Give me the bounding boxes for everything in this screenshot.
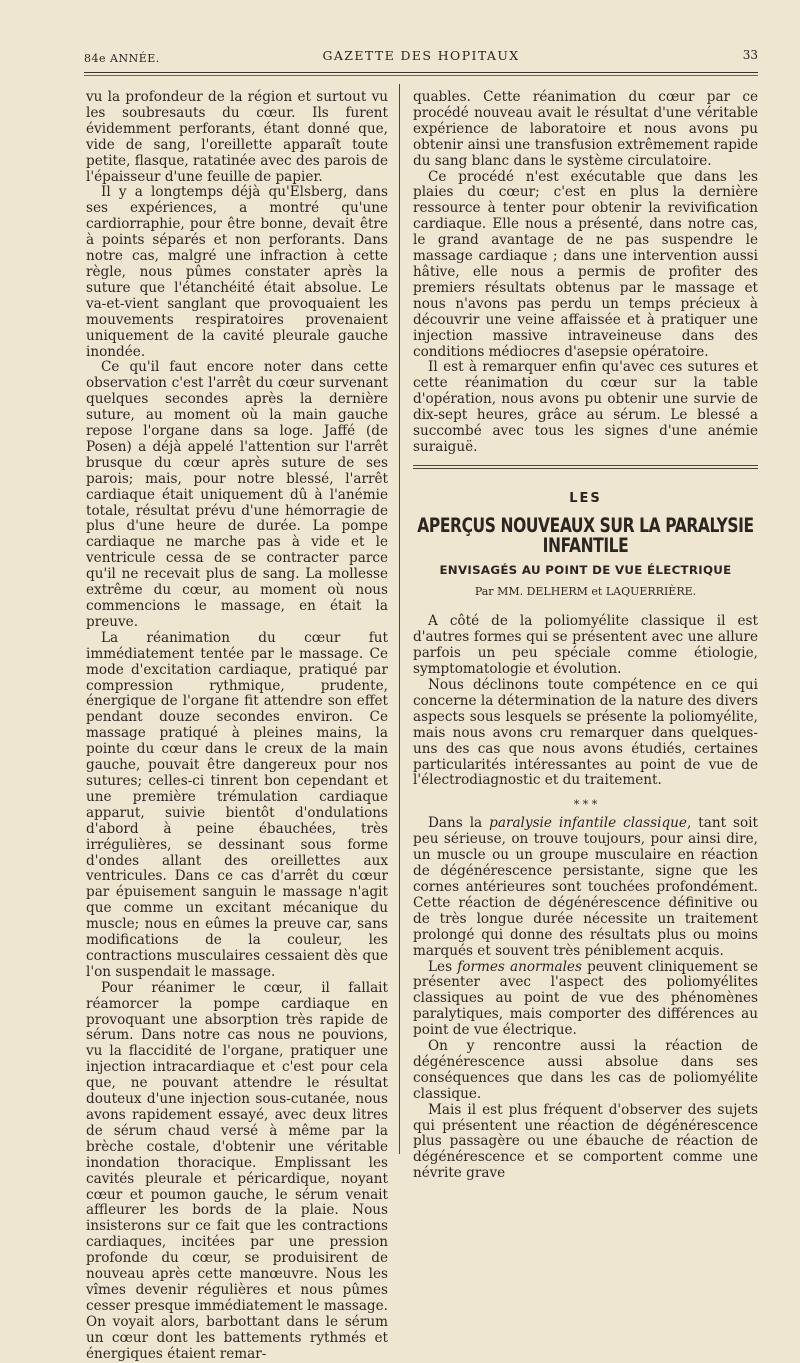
paragraph	[413, 816, 758, 959]
section-separator: * * *	[573, 798, 598, 812]
paragraph	[413, 960, 758, 1040]
article-subtitle: ENVISAGÉS AU POINT DE VUE ÉLECTRIQUE	[439, 562, 732, 577]
page-header	[84, 46, 758, 68]
article-title: APERÇUS NOUVEAUX SUR LA PARALYSIE INFANTILE	[417, 514, 754, 557]
journal-title: GAZETTE DES HOPITAUX	[322, 48, 520, 63]
article-authors: Par MM. DELHERM et LAQUERRIÈRE.	[474, 585, 697, 599]
paragraph: Nous déclinons toute compétence en ce qui concerne la détermination de la nature des divers aspects sous lesquels se présente la poliomyélite, mais nous avons cru remarquer dans quelques-uns des cas que nous avons étudiés, certaines particularités intéressantes au point de vue de l'électrodiagnostic et du traitement.	[413, 677, 758, 789]
italic-term: formes anormales	[457, 958, 582, 975]
article-kicker: LES	[569, 490, 602, 506]
text-run: peuvent cliniquement se présenter avec l'aspect des poliomyélites classiques au point de vue des phénomènes paralytiques, mais comporter des différences au point de vue électrique.	[413, 958, 759, 1039]
header-rule	[84, 72, 758, 73]
issue-label: 84e ANNÉE.	[84, 52, 160, 65]
paragraph: Il est à remarquer enfin qu'avec ces sutures et cette réanimation du cœur sur la table d'opération, nous avons pu obtenir une survie de dix-sept heures, grâce au sérum. Le blessé a succombé avec tous les signes d'une anémie suraiguë.	[413, 359, 758, 455]
paragraph: Ce procédé n'est exécutable que dans les plaies du cœur; c'est en plus la dernière ressource à tenter pour obtenir la revivification cardiaque. Elle nous a présenté, dans notre cas, le grand avantage de ne pas suspendre le massage cardiaque ; dans une intervention aussi hâtive, elle nous a permis de profiter des premiers résultats obtenus par le massage et nous n'avons pas perdu un temps précieux à découvrir une veine affaissée et à pratiquer une injection massive intraveineuse dans des conditions médiocres d'asepsie opératoire.	[413, 168, 758, 360]
text-run: Les	[428, 958, 458, 975]
page-number: 33	[742, 48, 758, 62]
paragraph: vu la profondeur de la région et surtout vu les soubresauts du cœur. Ils furent évidemment perforants, étant donné que, vide de sang, l'oreillette apparaît toute petite, flasque, ratatinée avec des parois de l'épaisseur d'une feuille de papier.	[86, 89, 388, 185]
paragraph: Il y a longtemps déjà qu'Elsberg, dans ses expériences, a montré qu'une cardiorraphie, pour être bonne, devait être à points séparés et non perforants. Dans notre cas, malgré une infraction à cette règle, nous pûmes constater après la suture que l'étanchéité était absolue. Le va-et-vient sanglant que provoquaient les mouvements respiratoires provenaient uniquement de la cavité pleurale gauche inondée.	[86, 184, 388, 360]
paragraph: Ce qu'il faut encore noter dans cette observation c'est l'arrêt du cœur survenant quelques secondes après la dernière suture, au moment où la main gauche repose l'organe dans sa loge. Jaffé (de Posen) a déjà appelé l'attention sur l'arrêt brusque du cœur après suture de ses parois; mais, pour notre blessé, l'arrêt cardiaque était uniquement dû à l'anémie totale, résultat prévu d'une hémorragie de plus d'une heure de durée. La pompe cardiaque ne marche pas à vide et le ventricule cessa de se contracter parce qu'il ne recevait plus de sang. La mollesse extrême du cœur, au moment où nous commencions le massage, en était la preuve.	[86, 359, 388, 630]
right-column	[413, 90, 758, 1182]
italic-term: paralysie infantile classique	[489, 815, 687, 832]
header-rule-secondary	[84, 75, 758, 76]
article-body	[413, 614, 758, 1182]
paragraph: La réanimation du cœur fut immédiatement tentée par le massage. Ce mode d'excitation cardiaque, pratiqué par compression rythmique, prudente, énergique de l'organe fit attendre son effet pendant douze secondes environ. Ce massage pratiqué à pleines mains, la pointe du cœur dans le creux de la main gauche, pouvait être dangereux pour nos sutures; celles-ci tinrent bon cependant et une première trémulation cardiaque apparut, suivie bientôt d'ondulations d'abord à peine ébauchées, très irrégulières, se dessinant sous forme d'ondes allant des oreillettes aux ventricules. Dans ce cas d'arrêt du cœur par épuisement sanguin le massage n'agit que comme un excitant mécanique du muscle; nous en eûmes la preuve car, sans modifications de la couleur, les contractions musculaires cessaient dès que l'on suspendait le massage.	[86, 629, 388, 980]
paragraph: quables. Cette réanimation du cœur par ce procédé nouveau avait le résultat d'une véritable expérience de laboratoire et nous avons pu obtenir ainsi une transfusion extrêmement rapide du sang blanc dans le système circulatoire.	[413, 89, 758, 169]
text-run: , tant soit peu sérieuse, on trouve toujours, pour ainsi dire, un muscle ou un groupe musculaire en réaction de dégénérescence persistante, signe que les cornes antérieures sont touchées profondément. Cette réaction de dégénérescence définitive ou de très longue durée nécessite un traitement prolongé qui donne des résultats plus ou moins marqués et souvent très péniblement acquis.	[413, 815, 758, 959]
paragraph: Pour réanimer le cœur, il fallait réamorcer la pompe cardiaque en provoquant une absorption très rapide de sérum. Dans notre cas nous ne pouvions, vu la flaccidité de l'organe, pratiquer une injection intracardiaque et c'est pour cela que, ne pouvant attendre le résultat douteux d'une injection sous-cutanée, nous avons rapidement essayé, avec deux litres de sérum chaud versé à même par la brèche costale, d'obtenir une véritable inondation thoracique. Emplissant les cavités pleurale et péricardique, noyant cœur et poumon gauche, le sérum venait affleurer les bords de la plaie. Nous insisterons sur ce fait que les contractions cardiaques, incitées par une pression profonde du cœur, se produisirent de nouveau après cette manœuvre. Nous les vîmes devenir régulières et nous pûmes cesser presque immédiatement le massage. On voyait alors, barbottant dans le sérum un cœur dont les battements rythmés et énergiques étaient remar-	[86, 979, 388, 1362]
column-divider	[399, 84, 400, 1154]
text-run: Dans la	[428, 815, 490, 832]
section-divider-secondary	[413, 468, 758, 469]
paragraph: On y rencontre aussi la réaction de dégénérescence aussi absolue dans ses conséquences que dans les cas de poliomyélite classique.	[413, 1038, 758, 1102]
paragraph: A côté de la poliomyélite classique il est d'autres formes qui se présentent avec une allure parfois un peu spéciale comme étiologie, symptomatologie et évolution.	[413, 613, 758, 678]
left-column	[86, 90, 388, 1363]
paragraph: Mais il est plus fréquent d'observer des sujets qui présentent une réaction de dégénérescence plus passagère ou une ébauche de réaction de dégénérescence et se comportent comme une névrite grave	[413, 1101, 758, 1182]
section-divider	[413, 465, 758, 466]
